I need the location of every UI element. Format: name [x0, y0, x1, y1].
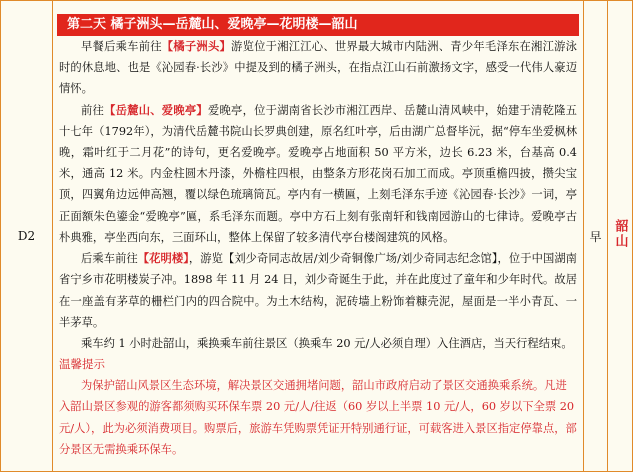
day-title: 第二天 橘子洲头—岳麓山、爱晚亭—花明楼—韶山: [57, 14, 579, 36]
p1-highlight: 【橘子洲头】: [161, 40, 232, 54]
tips-body: 为保护韶山风景区生态环境，解决景区交通拥堵问题，韶山市政府启动了景区交通换乘系统。凡进入韶山景区参观的游客都须购买环保车票 20 元/人/往返（60 岁以上半票 10 元/人，60 岁以下全票 20 元/人），此为必须消费项目。购票后，旅游车凭购票凭证开特别通行证，可载客进入景区指定停靠点，部分景区无需换乘环保车。: [59, 379, 577, 456]
p1-pre: 早餐后乘车前往: [81, 40, 162, 54]
p2-body: 爱晚亭，位于湖南省长沙市湘江西岸、岳麓山清风峡中，始建于清乾隆五十七年（1792年），为清代岳麓书院山长罗典创建，原名红叶亭，后由湖广总督毕沅，据“停车坐爱枫林晚，霜叶红于二月花”的诗句，更名爱晚亭。爱晚亭占地面积 50 平方米，边长 6.23 米，台基高 0.4 米，通高 12 米。内金柱圆木丹漆，外檐柱四根，由整条方形花岗石加工而成。亭顶重檐四披，攒尖宝顶，四翼角边远伸高翘，覆以绿色琉璃筒瓦。亭内有一横匾，上刻毛泽东手迹《沁园春·长沙》一词，亭正面额朱色鎏金“爱晚亭”匾，系毛泽东而题。亭中方石上刻有张南轩和钱南园游山的七律诗。爱晚亭古朴典雅，亭坐西向东，三面环山，整体上保留了较多清代亭台楼阁建筑的风格。: [59, 103, 577, 244]
tips-title: 温馨提示: [59, 357, 105, 372]
day-label: D2: [17, 229, 36, 243]
meal-label: 早: [589, 229, 602, 244]
meal-cell: [584, 1, 608, 472]
p2-highlight: 【岳麓山、爱晚亭】: [104, 103, 208, 117]
day-cell: [1, 1, 53, 472]
itinerary-row-day2: [1, 1, 633, 472]
paragraph-to-shaoshan: 乘车约 1 小时赴韶山，乘换乘车前往景区（换乘车 20 元/人必须自理）入住酒店，当天行程结束。: [81, 336, 573, 350]
p3-highlight: 【花明楼】: [137, 252, 189, 266]
paragraph-huaminglou: [59, 248, 577, 333]
content-cell: [53, 1, 584, 472]
paragraph-yuelu-aiwan: [59, 100, 577, 248]
p3-body: ，游览【刘少奇同志故居/刘少奇铜像广场/刘少奇同志纪念馆】，位于中国湖南省宁乡市花明楼炭子冲。1898 年 11 月 24 日，刘少奇诞生于此，并在此度过了童年和少年时代。故居在一座盖有茅草的栅栏门内的四合院中。为土木结构，泥砖墙上粉饰着糠壳泥，屋面是一半小青瓦、一半茅草。: [59, 252, 577, 329]
city-cell: [608, 1, 633, 472]
city-label: 韶山: [612, 219, 628, 249]
p3-pre: 后乘车前往: [81, 252, 138, 266]
paragraph-orange-isle: [59, 36, 577, 100]
p1-body: 游览位于湘江江心、世界最大城市内陆洲、青少年毛泽东在湘江游泳时的休息地、也是《沁园春·长沙》中提及到的橘子洲头，在指点江山石前激扬文字，感受一代伟人豪迈情怀。: [59, 40, 577, 96]
p2-pre: 前往: [81, 103, 105, 117]
